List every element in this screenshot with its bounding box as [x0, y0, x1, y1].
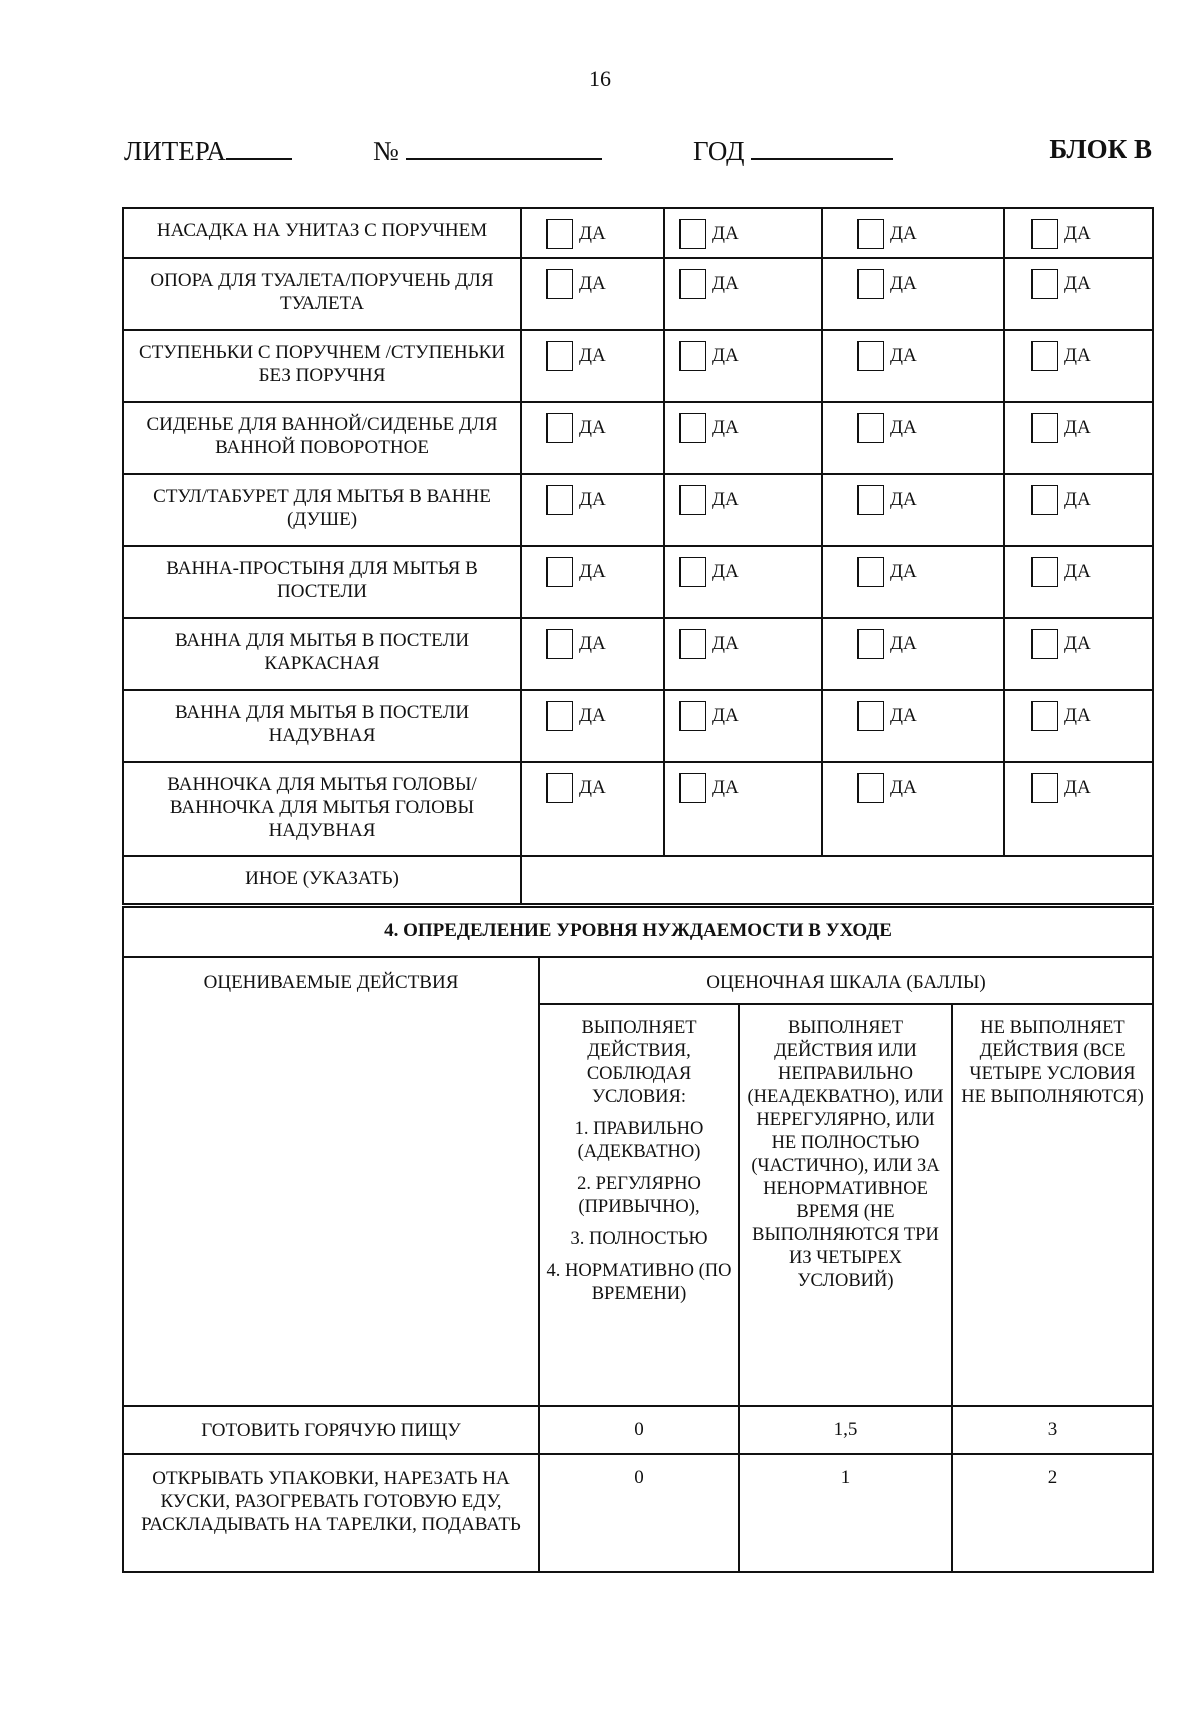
yes-label: ДА [1064, 223, 1091, 244]
equipment-item-label: ВАННА-ПРОСТЫНЯ ДЛЯ МЫТЬЯ В ПОСТЕЛИ [123, 546, 521, 618]
yes-label: ДА [1064, 417, 1091, 438]
yes-checkbox-cell [664, 546, 822, 618]
yes-checkbox[interactable] [679, 557, 706, 587]
yes-checkbox[interactable] [679, 269, 706, 299]
yes-option[interactable] [679, 485, 821, 515]
yes-label: ДА [579, 489, 606, 510]
yes-checkbox-cell [822, 690, 1004, 762]
yes-option[interactable] [857, 629, 1003, 659]
yes-label: ДА [579, 273, 606, 294]
yes-checkbox-cell [521, 618, 664, 690]
yes-checkbox[interactable] [1031, 629, 1058, 659]
yes-label: ДА [579, 561, 606, 582]
yes-option[interactable] [1031, 629, 1152, 659]
yes-checkbox[interactable] [679, 219, 706, 249]
yes-label: ДА [1064, 489, 1091, 510]
equipment-row [123, 330, 1153, 402]
yes-checkbox[interactable] [546, 341, 573, 371]
yes-checkbox-cell [664, 690, 822, 762]
yes-label: ДА [712, 489, 739, 510]
yes-checkbox-cell [664, 258, 822, 330]
yes-label: ДА [890, 345, 917, 366]
yes-option[interactable] [1031, 413, 1152, 443]
yes-option[interactable] [857, 485, 1003, 515]
action-label: ОТКРЫВАТЬ УПАКОВКИ, НАРЕЗАТЬ НА КУСКИ, РАЗОГРЕВАТЬ ГОТОВУЮ ЕДУ, РАСКЛАДЫВАТЬ НА ТАРЕЛКИ, ПОДАВАТЬ [123, 1454, 539, 1572]
yes-checkbox[interactable] [546, 629, 573, 659]
actions-header: ОЦЕНИВАЕМЫЕ ДЕЙСТВИЯ [123, 957, 539, 1406]
yes-label: ДА [712, 223, 739, 244]
yes-checkbox-cell [521, 258, 664, 330]
yes-checkbox-cell [822, 618, 1004, 690]
yes-option[interactable] [679, 341, 821, 371]
yes-checkbox-cell [1004, 690, 1153, 762]
yes-checkbox-cell [521, 474, 664, 546]
equipment-row [123, 258, 1153, 330]
yes-checkbox[interactable] [857, 413, 884, 443]
yes-option[interactable] [679, 773, 821, 803]
yes-checkbox[interactable] [679, 485, 706, 515]
yes-label: ДА [579, 223, 606, 244]
yes-option[interactable] [546, 485, 663, 515]
yes-checkbox-cell [521, 402, 664, 474]
yes-checkbox[interactable] [1031, 341, 1058, 371]
litera-label: ЛИТЕРА [124, 136, 226, 166]
yes-checkbox[interactable] [1031, 413, 1058, 443]
yes-label: ДА [1064, 561, 1091, 582]
yes-checkbox[interactable] [679, 341, 706, 371]
section-4-title: 4. ОПРЕДЕЛЕНИЕ УРОВНЯ НУЖДАЕМОСТИ В УХОДЕ [123, 907, 1153, 957]
yes-label: ДА [890, 633, 917, 654]
yes-option[interactable] [1031, 341, 1152, 371]
yes-checkbox[interactable] [546, 773, 573, 803]
yes-label: ДА [579, 777, 606, 798]
yes-checkbox-cell [664, 474, 822, 546]
scale-header: ОЦЕНОЧНАЯ ШКАЛА (БАЛЛЫ) [539, 957, 1153, 1004]
care-needs-table [122, 906, 1154, 1573]
yes-checkbox[interactable] [1031, 269, 1058, 299]
yes-checkbox[interactable] [1031, 773, 1058, 803]
score-cell[interactable]: 3 [952, 1406, 1153, 1454]
yes-checkbox[interactable] [546, 701, 573, 731]
yes-checkbox[interactable] [857, 219, 884, 249]
yes-checkbox-cell [1004, 258, 1153, 330]
yes-option[interactable] [546, 413, 663, 443]
yes-label: ДА [579, 417, 606, 438]
equipment-item-label: ВАННА ДЛЯ МЫТЬЯ В ПОСТЕЛИ НАДУВНАЯ [123, 690, 521, 762]
yes-checkbox[interactable] [546, 219, 573, 249]
yes-label: ДА [712, 705, 739, 726]
yes-checkbox-cell [664, 762, 822, 856]
yes-option[interactable] [1031, 219, 1152, 249]
yes-checkbox[interactable] [546, 269, 573, 299]
yes-checkbox[interactable] [679, 773, 706, 803]
yes-label: ДА [712, 273, 739, 294]
yes-label: ДА [890, 273, 917, 294]
yes-checkbox-cell [1004, 618, 1153, 690]
yes-option[interactable] [857, 773, 1003, 803]
equipment-row [123, 474, 1153, 546]
yes-checkbox[interactable] [679, 413, 706, 443]
yes-label: ДА [1064, 345, 1091, 366]
yes-checkbox[interactable] [679, 701, 706, 731]
condition-3: 3. ПОЛНОСТЬЮ [570, 1229, 708, 1249]
yes-checkbox[interactable] [546, 557, 573, 587]
yes-checkbox-cell [822, 330, 1004, 402]
number-field[interactable] [373, 134, 602, 167]
yes-option[interactable] [546, 773, 663, 803]
yes-checkbox-cell [521, 208, 664, 258]
yes-checkbox[interactable] [857, 485, 884, 515]
equipment-row [123, 208, 1153, 258]
scale-col-performs [539, 1004, 739, 1406]
other-input-cell[interactable] [521, 856, 1153, 904]
yes-option[interactable] [679, 269, 821, 299]
equipment-item-label: СТУПЕНЬКИ С ПОРУЧНЕМ /СТУПЕНЬКИ БЕЗ ПОРУЧНЯ [123, 330, 521, 402]
yes-label: ДА [1064, 273, 1091, 294]
yes-option[interactable] [679, 413, 821, 443]
yes-option[interactable] [546, 701, 663, 731]
yes-checkbox-cell [822, 762, 1004, 856]
yes-option[interactable] [679, 701, 821, 731]
yes-label: ДА [712, 417, 739, 438]
yes-label: ДА [1064, 633, 1091, 654]
yes-option[interactable] [1031, 773, 1152, 803]
yes-label: ДА [712, 633, 739, 654]
conditions-intro: ВЫПОЛНЯЕТ ДЕЙСТВИЯ, СОБЛЮДАЯ УСЛОВИЯ: [581, 1018, 697, 1107]
yes-checkbox-cell [521, 690, 664, 762]
yes-checkbox-cell [1004, 762, 1153, 856]
yes-checkbox-cell [1004, 330, 1153, 402]
yes-label: ДА [712, 345, 739, 366]
yes-checkbox-cell [664, 208, 822, 258]
yes-checkbox-cell [822, 208, 1004, 258]
other-label: ИНОЕ (УКАЗАТЬ) [123, 856, 521, 904]
yes-label: ДА [579, 345, 606, 366]
action-label: ГОТОВИТЬ ГОРЯЧУЮ ПИЩУ [123, 1406, 539, 1454]
score-cell[interactable]: 0 [539, 1454, 739, 1572]
yes-option[interactable] [1031, 557, 1152, 587]
block-label: БЛОК В [1049, 134, 1152, 164]
yes-checkbox[interactable] [857, 557, 884, 587]
yes-label: ДА [890, 489, 917, 510]
yes-checkbox[interactable] [857, 701, 884, 731]
yes-checkbox-cell [822, 546, 1004, 618]
yes-label: ДА [579, 633, 606, 654]
equipment-row [123, 618, 1153, 690]
yes-checkbox[interactable] [1031, 557, 1058, 587]
score-cell[interactable]: 1,5 [739, 1406, 952, 1454]
condition-4: 4. НОРМАТИВНО (ПО ВРЕМЕНИ) [546, 1261, 732, 1304]
yes-label: ДА [579, 705, 606, 726]
litera-field[interactable] [124, 134, 292, 167]
yes-option[interactable] [546, 557, 663, 587]
yes-checkbox-cell [1004, 546, 1153, 618]
yes-option[interactable] [1031, 485, 1152, 515]
equipment-row [123, 546, 1153, 618]
year-blank[interactable] [751, 134, 893, 160]
yes-label: ДА [712, 561, 739, 582]
page-number: 16 [589, 66, 611, 91]
yes-checkbox-cell [1004, 474, 1153, 546]
yes-checkbox[interactable] [679, 629, 706, 659]
yes-checkbox[interactable] [1031, 485, 1058, 515]
yes-checkbox-cell [664, 618, 822, 690]
yes-option[interactable] [546, 341, 663, 371]
year-label: ГОД [693, 136, 745, 166]
equipment-item-label: НАСАДКА НА УНИТАЗ С ПОРУЧНЕМ [123, 208, 521, 258]
condition-1: 1. ПРАВИЛЬНО (АДЕКВАТНО) [574, 1119, 704, 1162]
score-cell[interactable]: 1 [739, 1454, 952, 1572]
yes-checkbox-cell [521, 546, 664, 618]
yes-label: ДА [890, 705, 917, 726]
equipment-table [122, 207, 1154, 905]
equipment-item-label: ВАННА ДЛЯ МЫТЬЯ В ПОСТЕЛИ КАРКАСНАЯ [123, 618, 521, 690]
yes-option[interactable] [1031, 269, 1152, 299]
yes-checkbox-cell [1004, 208, 1153, 258]
yes-checkbox[interactable] [857, 773, 884, 803]
score-cell[interactable]: 0 [539, 1406, 739, 1454]
yes-label: ДА [890, 223, 917, 244]
equipment-item-label: СИДЕНЬЕ ДЛЯ ВАННОЙ/СИДЕНЬЕ ДЛЯ ВАННОЙ ПОВОРОТНОЕ [123, 402, 521, 474]
yes-checkbox-cell [822, 474, 1004, 546]
yes-option[interactable] [857, 413, 1003, 443]
yes-checkbox[interactable] [857, 269, 884, 299]
yes-checkbox-cell [822, 402, 1004, 474]
equipment-item-label: ВАННОЧКА ДЛЯ МЫТЬЯ ГОЛОВЫ/ ВАННОЧКА ДЛЯ МЫТЬЯ ГОЛОВЫ НАДУВНАЯ [123, 762, 521, 856]
yes-label: ДА [890, 561, 917, 582]
number-label: № [373, 136, 399, 166]
yes-label: ДА [1064, 777, 1091, 798]
equipment-item-label: СТУЛ/ТАБУРЕТ ДЛЯ МЫТЬЯ В ВАННЕ (ДУШЕ) [123, 474, 521, 546]
yes-label: ДА [890, 777, 917, 798]
yes-checkbox[interactable] [857, 341, 884, 371]
yes-label: ДА [712, 777, 739, 798]
yes-option[interactable] [857, 701, 1003, 731]
yes-option[interactable] [679, 629, 821, 659]
yes-option[interactable] [857, 557, 1003, 587]
yes-label: ДА [890, 417, 917, 438]
yes-checkbox[interactable] [546, 485, 573, 515]
yes-option[interactable] [546, 269, 663, 299]
yes-option[interactable] [546, 219, 663, 249]
yes-checkbox[interactable] [857, 629, 884, 659]
yes-option[interactable] [546, 629, 663, 659]
score-cell[interactable]: 2 [952, 1454, 1153, 1572]
condition-2: 2. РЕГУЛЯРНО (ПРИВЫЧНО), [577, 1174, 701, 1217]
yes-checkbox-cell [1004, 402, 1153, 474]
yes-option[interactable] [857, 219, 1003, 249]
yes-option[interactable] [857, 341, 1003, 371]
yes-checkbox-cell [521, 762, 664, 856]
year-field[interactable] [693, 134, 893, 167]
yes-checkbox[interactable] [1031, 701, 1058, 731]
yes-checkbox-cell [664, 330, 822, 402]
equipment-row [123, 762, 1153, 856]
equipment-item-label: ОПОРА ДЛЯ ТУАЛЕТА/ПОРУЧЕНЬ ДЛЯ ТУАЛЕТА [123, 258, 521, 330]
other-row [123, 856, 1153, 904]
scale-col-partial: ВЫПОЛНЯЕТ ДЕЙСТВИЯ ИЛИ НЕПРАВИЛЬНО (НЕАДЕКВАТНО), ИЛИ НЕРЕГУЛЯРНО, ИЛИ НЕ ПОЛНОСТЬЮ (ЧАСТИЧНО), ИЛИ ЗА НЕНОРМАТИВНОЕ ВРЕМЯ (НЕ ВЫПОЛНЯЮТСЯ ТРИ ИЗ ЧЕТЫРЕХ УСЛОВИЙ) [739, 1004, 952, 1406]
yes-checkbox-cell [822, 258, 1004, 330]
yes-option[interactable] [679, 557, 821, 587]
yes-checkbox-cell [521, 330, 664, 402]
litera-blank[interactable] [226, 134, 292, 160]
yes-option[interactable] [679, 219, 821, 249]
scale-col-not-performs: НЕ ВЫПОЛНЯЕТ ДЕЙСТВИЯ (ВСЕ ЧЕТЫРЕ УСЛОВИЯ НЕ ВЫПОЛНЯЮТСЯ) [952, 1004, 1153, 1406]
yes-checkbox[interactable] [1031, 219, 1058, 249]
yes-option[interactable] [1031, 701, 1152, 731]
yes-checkbox[interactable] [546, 413, 573, 443]
yes-label: ДА [1064, 705, 1091, 726]
equipment-row [123, 402, 1153, 474]
equipment-row [123, 690, 1153, 762]
number-blank[interactable] [406, 134, 602, 160]
yes-option[interactable] [857, 269, 1003, 299]
yes-checkbox-cell [664, 402, 822, 474]
